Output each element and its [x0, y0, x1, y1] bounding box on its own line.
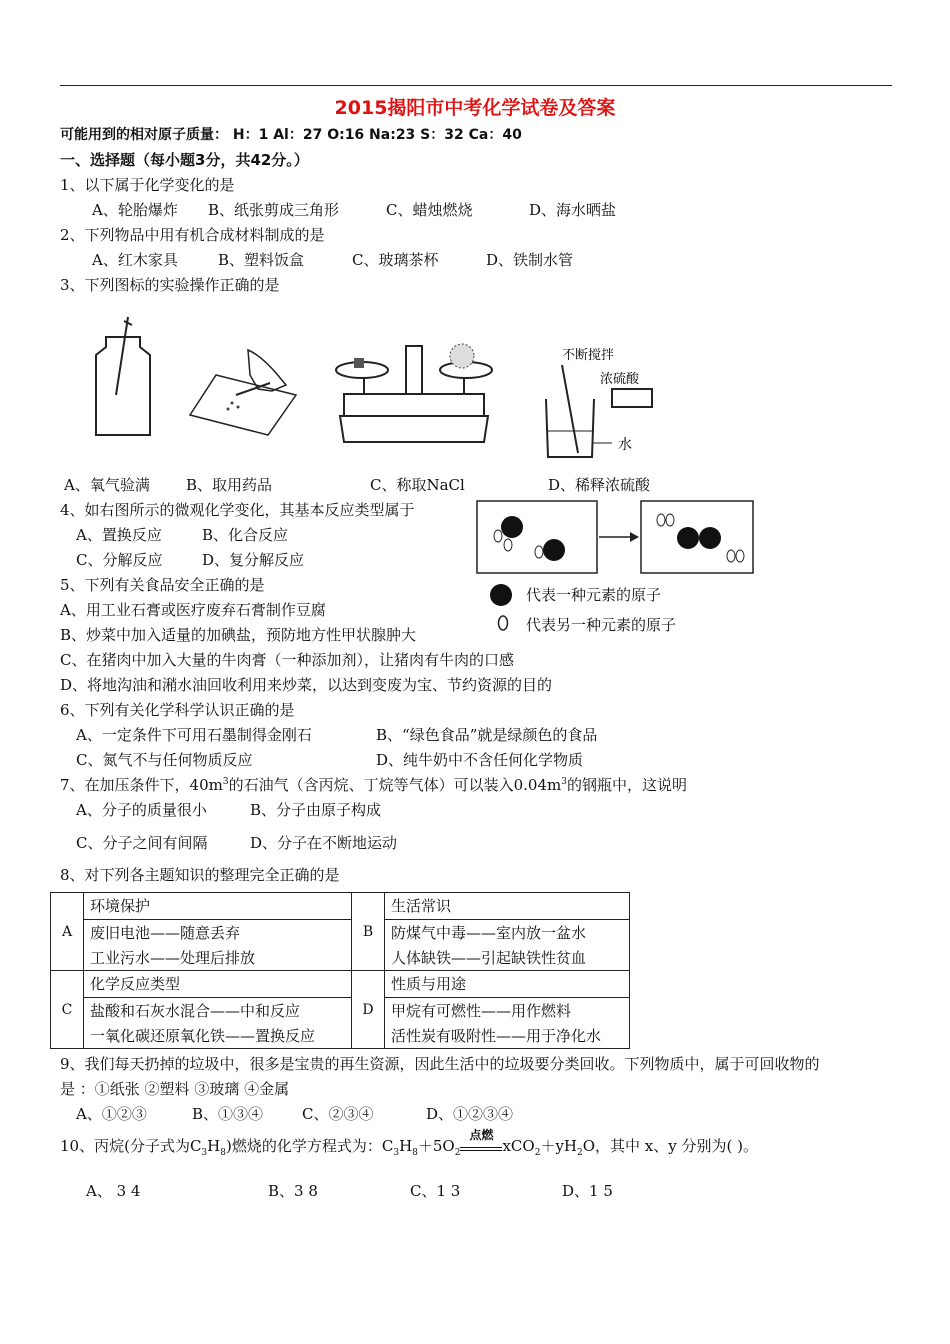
q9-option-d: D、①②③④: [426, 1105, 514, 1123]
reaction-diagram: [476, 500, 756, 575]
q10-sub-2: 8: [220, 1148, 226, 1158]
oxygen-test-figure: [88, 315, 158, 440]
q3-stem: 3、下列图标的实验操作正确的是: [60, 276, 280, 294]
q8-row-d-key: D: [352, 971, 385, 1049]
q7-exp-2: 3: [561, 777, 567, 787]
q7-stem-part3: 的钢瓶中，这说明: [566, 776, 687, 794]
q10-part2: H: [207, 1137, 221, 1155]
q7-option-a: A、分子的质量很小: [76, 801, 207, 819]
q10-sub-1: 3: [201, 1148, 208, 1158]
q8-row-d-line2: 活性炭有吸附性——用于净化水: [385, 1023, 630, 1049]
dilute-acid-figure: [540, 345, 670, 465]
q9-option-c: C、②③④: [302, 1105, 374, 1123]
q8-row-c-line1: 盐酸和石灰水混合——中和反应: [84, 998, 352, 1024]
q8-row-b-key: B: [352, 893, 385, 971]
section-heading: 一、选择题（每小题3分，共42分。）: [60, 151, 309, 169]
q8-row-a-key: A: [51, 893, 84, 971]
white-atom-legend-icon: [496, 614, 510, 632]
atomic-mass-line: 可能用到的相对原子质量： H：1 Al：27 O:16 Na:23 S：32 Ca：40: [60, 127, 522, 143]
q10-part3: )燃烧的化学方程式为：C: [225, 1137, 394, 1155]
q7-option-c: C、分子之间有间隔: [76, 834, 208, 852]
header-rule: [60, 85, 892, 86]
q1-option-d: D、海水晒盐: [529, 201, 617, 219]
q5-option-c: C、在猪肉中加入大量的牛肉膏（一种添加剂），让猪肉有牛肉的口感: [60, 651, 514, 669]
q4-stem: 4、如右图所示的微观化学变化，其基本反应类型属于: [60, 501, 415, 519]
water-label: 水: [618, 437, 632, 453]
q4-option-d: D、复分解反应: [202, 551, 305, 569]
q8-row-c-key: C: [51, 971, 84, 1049]
q1-option-b: B、纸张剪成三角形: [208, 201, 340, 219]
q10-sub-3: 3: [393, 1148, 400, 1158]
q8-row-a-line1: 废旧电池——随意丢弃: [84, 920, 352, 946]
q10-part6: xCO: [502, 1137, 535, 1155]
q7-stem-part1: 7、在加压条件下，40m: [60, 776, 223, 794]
q8-row-a-line2: 工业污水——处理后排放: [84, 945, 352, 971]
q6-option-b: B、“绿色食品”就是绿颜色的食品: [376, 726, 598, 744]
q3-option-c: C、称取NaCl: [370, 476, 465, 494]
q4-option-c: C、分解反应: [76, 551, 163, 569]
q10-option-a: A、 3 4: [86, 1182, 141, 1200]
q9-stem-line1: 9、我们每天扔掉的垃圾中，很多是宝贵的再生资源，因此生活中的垃圾要分类回收。下列物质中，属于可回收物的: [60, 1055, 820, 1073]
q6-stem: 6、下列有关化学科学认识正确的是: [60, 701, 295, 719]
q2-option-b: B、塑料饭盒: [218, 251, 305, 269]
q2-option-a: A、红木家具: [92, 251, 178, 269]
q5-option-b: B、炒菜中加入适量的加碘盐，预防地方性甲状腺肿大: [60, 626, 417, 644]
q10-sub-5: 2: [454, 1148, 461, 1158]
q10-part4: H: [399, 1137, 413, 1155]
black-atom-legend-icon: [488, 582, 514, 608]
legend-black-atom: 代表一种元素的原子: [526, 586, 662, 604]
reaction-condition: 点燃: [469, 1128, 494, 1142]
q5-stem: 5、下列有关食品安全正确的是: [60, 576, 265, 594]
q10-option-c: C、1 3: [410, 1182, 461, 1200]
powder-sampling-figure: [188, 345, 298, 437]
q4-option-b: B、化合反应: [202, 526, 289, 544]
q2-option-d: D、铁制水管: [486, 251, 574, 269]
q10-sub-7: 2: [577, 1148, 583, 1158]
q10-option-d: D、1 5: [562, 1182, 613, 1200]
q7-exp-1: 3: [222, 777, 229, 787]
q8-row-b-line1: 防煤气中毒——室内放一盆水: [385, 920, 630, 946]
q7-option-d: D、分子在不断地运动: [250, 834, 398, 852]
q8-knowledge-table: [50, 892, 630, 1049]
q7-option-b: B、分子由原子构成: [250, 801, 382, 819]
q10-part8: O，其中 x、y 分别为( )。: [582, 1137, 758, 1155]
q10-part7: ＋yH: [540, 1137, 577, 1155]
q3-option-d: D、稀释浓硫酸: [548, 476, 651, 494]
q9-option-a: A、①②③: [76, 1105, 147, 1123]
stir-label: 不断搅拌: [562, 348, 615, 363]
q3-option-a: A、氧气验满: [64, 476, 150, 494]
q8-row-b-line2: 人体缺铁——引起缺铁性贫血: [385, 945, 630, 971]
q7-stem: [60, 774, 687, 795]
page-title: 2015揭阳市中考化学试卷及答案: [334, 97, 616, 119]
q1-option-c: C、蜡烛燃烧: [386, 201, 473, 219]
legend-white-atom: 代表另一种元素的原子: [526, 616, 677, 634]
q2-option-c: C、玻璃茶杯: [352, 251, 439, 269]
q4-option-a: A、置换反应: [76, 526, 162, 544]
q9-option-b: B、①③④: [192, 1105, 264, 1123]
q10-sub-6: 2: [534, 1148, 541, 1158]
q8-row-b-heading: 生活常识: [385, 893, 630, 920]
q8-stem: 8、对下列各主题知识的整理完全正确的是: [60, 866, 340, 884]
q2-stem: 2、下列物品中用有机合成材料制成的是: [60, 226, 325, 244]
q10-option-b: B、3 8: [268, 1182, 318, 1200]
q1-stem: 1、以下属于化学变化的是: [60, 176, 235, 194]
q10-part1: 10、丙烷(分子式为C: [60, 1137, 202, 1155]
q8-row-c-heading: 化学反应类型: [84, 971, 352, 998]
q6-option-c: C、氮气不与任何物质反应: [76, 751, 253, 769]
q5-option-a: A、用工业石膏或医疗废弃石膏制作豆腐: [60, 601, 326, 619]
q10-sub-4: 8: [412, 1148, 418, 1158]
q1-option-a: A、轮胎爆炸: [92, 201, 178, 219]
q6-option-a: A、一定条件下可用石墨制得金刚石: [76, 726, 312, 744]
q10-stem: [60, 1128, 758, 1158]
q5-option-d: D、将地沟油和潲水油回收利用来炒菜，以达到变废为宝、节约资源的目的: [60, 676, 553, 694]
q10-part5: ＋5O: [417, 1137, 455, 1155]
acid-label: 浓硫酸: [600, 372, 640, 387]
q8-row-c-line2: 一氧化碳还原氧化铁——置换反应: [84, 1023, 352, 1049]
q8-row-d-heading: 性质与用途: [385, 971, 630, 998]
reaction-arrow: [460, 1128, 502, 1151]
q8-row-d-line1: 甲烷有可燃性——用作燃料: [385, 998, 630, 1024]
q8-row-a-heading: 环境保护: [84, 893, 352, 920]
q3-option-b: B、取用药品: [186, 476, 273, 494]
q7-stem-part2: 的石油气（含丙烷、丁烷等气体）可以装入0.04m: [228, 776, 562, 794]
q9-stem-line2: 是 ：①纸张 ②塑料 ③玻璃 ④金属: [60, 1080, 290, 1098]
q6-option-d: D、纯牛奶中不含任何化学物质: [376, 751, 584, 769]
balance-figure: [334, 338, 494, 453]
